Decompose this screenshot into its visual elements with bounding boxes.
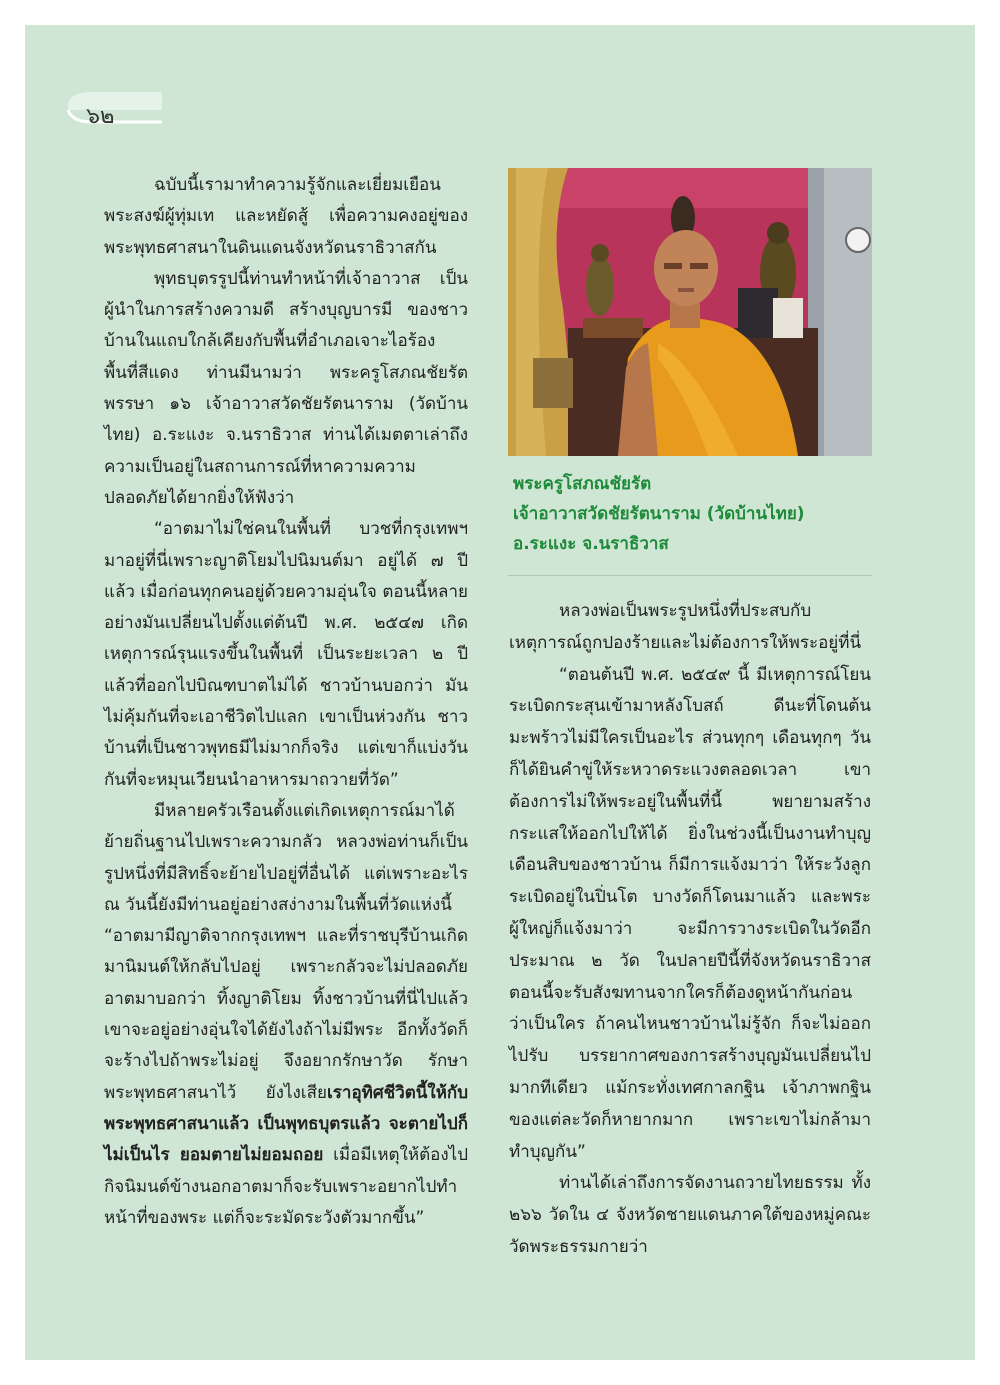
right-paragraph-2: “ตอนต้นปี พ.ศ. ๒๕๔๙ นี้ มีเหตุการณ์โยนระเบิดกระสุนเข้ามาหลังโบสถ์ ดีนะที่โดนต้นมะพร้าวไม่มีใครเป็นอะไร ส่วนทุกๆ เดือนทุกๆ วัน ก็ได้ยินคำขู่ให้ระหวาดระแวงตลอดเวลา เขาต้องการไม่ให้พระอยู่ในพื้นที่นี้ พยายามสร้างกระแสให้ออกไปให้ได้ ยิ่งในช่วงนี้เป็นงานทำบุญเดือนสิบของชาวบ้าน ก็มีการแจ้งมาว่า ให้ระวังลูกระเบิดอยู่ในปิ่นโต บางวัดก็โดนมาแล้ว และพระผู้ใหญ่ก็แจ้งมาว่า จะมีการวางระเบิดในวัดอีกประมาณ ๒ วัด ในปลายปีนี้ที่จังหวัดนราธิวาส ตอนนี้จะรับสังฆทานจากใครก็ต้องดูหน้ากันก่อนว่าเป็นใคร ถ้าคนไหนชาวบ้านไม่รู้จัก ก็จะไม่ออกไปรับ บรรยากาศของการสร้างบุญมันเปลี่ยนไปมากทีเดียว แม้กระทั่งเทศกาลกฐิน เจ้าภาพกฐินของแต่ละวัดก็หายากมาก เพราะเขาไม่กล้ามาทำบุญกัน” bbox=[509, 664, 871, 1162]
left-paragraph-4: มีหลายครัวเรือนตั้งแต่เกิดเหตุการณ์มาได้ย้ายถิ่นฐานไปเพราะความกลัว หลวงพ่อท่านก็เป็นรูปหนึ่งที่มีสิทธิ์จะย้ายไปอยู่ที่อื่นได้ แต่เพราะอะไร ณ วันนี้ยังมีท่านอยู่อย่างสง่างามในพื้นที่วัดแห่งนี้ bbox=[104, 800, 468, 915]
caption-line-2: เจ้าอาวาสวัดชัยรัตนาราม (วัดบ้านไทย) bbox=[513, 504, 805, 524]
left-paragraph-2: พุทธบุตรรูปนี้ท่านทำหน้าที่เจ้าอาวาส เป็นผู้นำในการสร้างความดี สร้างบุญบารมี ของชาวบ้านในแถบใกล้เคียงกับพื้นที่อำเภอเจาะไอร้อง พื้นที่สีแดง ท่านมีนามว่า พระครูโสภณชัยรัต พรรษา ๑๖ เจ้าอาวาสวัดชัยรัตนาราม (วัดบ้านไทย) อ.ระแงะ จ.นราธิวาส ท่านได้เมตตาเล่าถึงความเป็นอยู่ในสถานการณ์ที่หาความความปลอดภัยได้ยากยิ่งให้ฟังว่า bbox=[104, 268, 468, 508]
left-paragraph-1: ฉบับนี้เรามาทำความรู้จักและเยี่ยมเยือนพระสงฆ์ผู้ทุ่มเท และหยัดสู้ เพื่อความคงอยู่ของพระพุทธศาสนาในดินแดนจังหวัดนราธิวาสกัน bbox=[104, 175, 468, 258]
left-paragraph-3: “อาตมาไม่ใช่คนในพื้นที่ บวชที่กรุงเทพฯ มาอยู่ที่นี่เพราะญาติโยมไปนิมนต์มา อยู่ได้ ๗ ปีแล้ว เมื่อก่อนทุกคนอยู่ด้วยความอุ่นใจ ตอนนี้หลายอย่างมันเปลี่ยนไปตั้งแต่ต้นปี พ.ศ. ๒๕๔๗ เกิดเหตุการณ์รุนแรงขึ้นในพื้นที่ เป็นระยะเวลา ๒ ปีแล้วที่ออกไปบิณฑบาตไม่ได้ ชาวบ้านบอกว่า มันไม่คุ้มกันที่จะเอาชีวิตไปแลก เขาเป็นห่วงกัน ชาวบ้านที่เป็นชาวพุทธมีไม่มากก็จริง แต่เขาก็แบ่งวันกันที่จะหมุนเวียนนำอาหารมาถวายที่วัด” bbox=[104, 519, 468, 790]
right-paragraph-1: หลวงพ่อเป็นพระรูปหนึ่งที่ประสบกับเหตุการณ์ถูกปองร้ายและไม่ต้องการให้พระอยู่ที่นี่ bbox=[509, 601, 862, 653]
left-column bbox=[104, 170, 468, 1234]
right-paragraph-3: ท่านได้เล่าถึงการจัดงานถวายไทยธรรม ทั้ง ๒๖๖ วัดใน ๔ จังหวัดชายแดนภาคใต้ของหมู่คณะวัดพระธรรมกายว่า bbox=[509, 1173, 871, 1257]
caption-line-3: อ.ระแงะ จ.นราธิวาส bbox=[513, 534, 669, 554]
caption-divider bbox=[508, 575, 872, 576]
right-column bbox=[509, 596, 871, 1264]
left-paragraph-5 bbox=[104, 921, 468, 1234]
page-number: ๖๒ bbox=[86, 104, 115, 129]
photo-caption bbox=[513, 469, 873, 559]
quote-text-start: “อาตมามีญาติจากกรุงเทพฯ และที่ราชบุรีบ้านเกิดมานิมนต์ให้กลับไปอยู่ เพราะกลัวจะไม่ปลอดภัย อาตมาบอกว่า ทิ้งญาติโยม ทิ้งชาวบ้านที่นี่ไปแล้วเขาจะอยู่อย่างอุ่นใจได้ยังไงถ้าไม่มีพระ อีกทั้งวัดก็จะร้างไปถ้าพระไม่อยู่ จึงอยากรักษาวัด รักษาพระพุทธศาสนาไว้ ยังไงเสีย bbox=[104, 926, 468, 1103]
quote-bold-text: เราอุทิศชีวิตนี้ให้กับพระพุทธศาสนาแล้ว เป็นพุทธบุตรแล้ว จะตายไปก็ไม่เป็นไร ยอมตายไม่ยอมถอย bbox=[104, 1082, 468, 1166]
caption-line-1: พระครูโสภณชัยรัต bbox=[513, 474, 652, 494]
monk-photo bbox=[508, 168, 872, 456]
quote-text-end: เมื่อมีเหตุให้ต้องไปกิจนิมนต์ข้างนอกอาตมาก็จะรับเพราะอยากไปทำหน้าที่ของพระ แต่ก็จะระมัดระวังตัวมากขึ้น” bbox=[104, 1145, 468, 1228]
